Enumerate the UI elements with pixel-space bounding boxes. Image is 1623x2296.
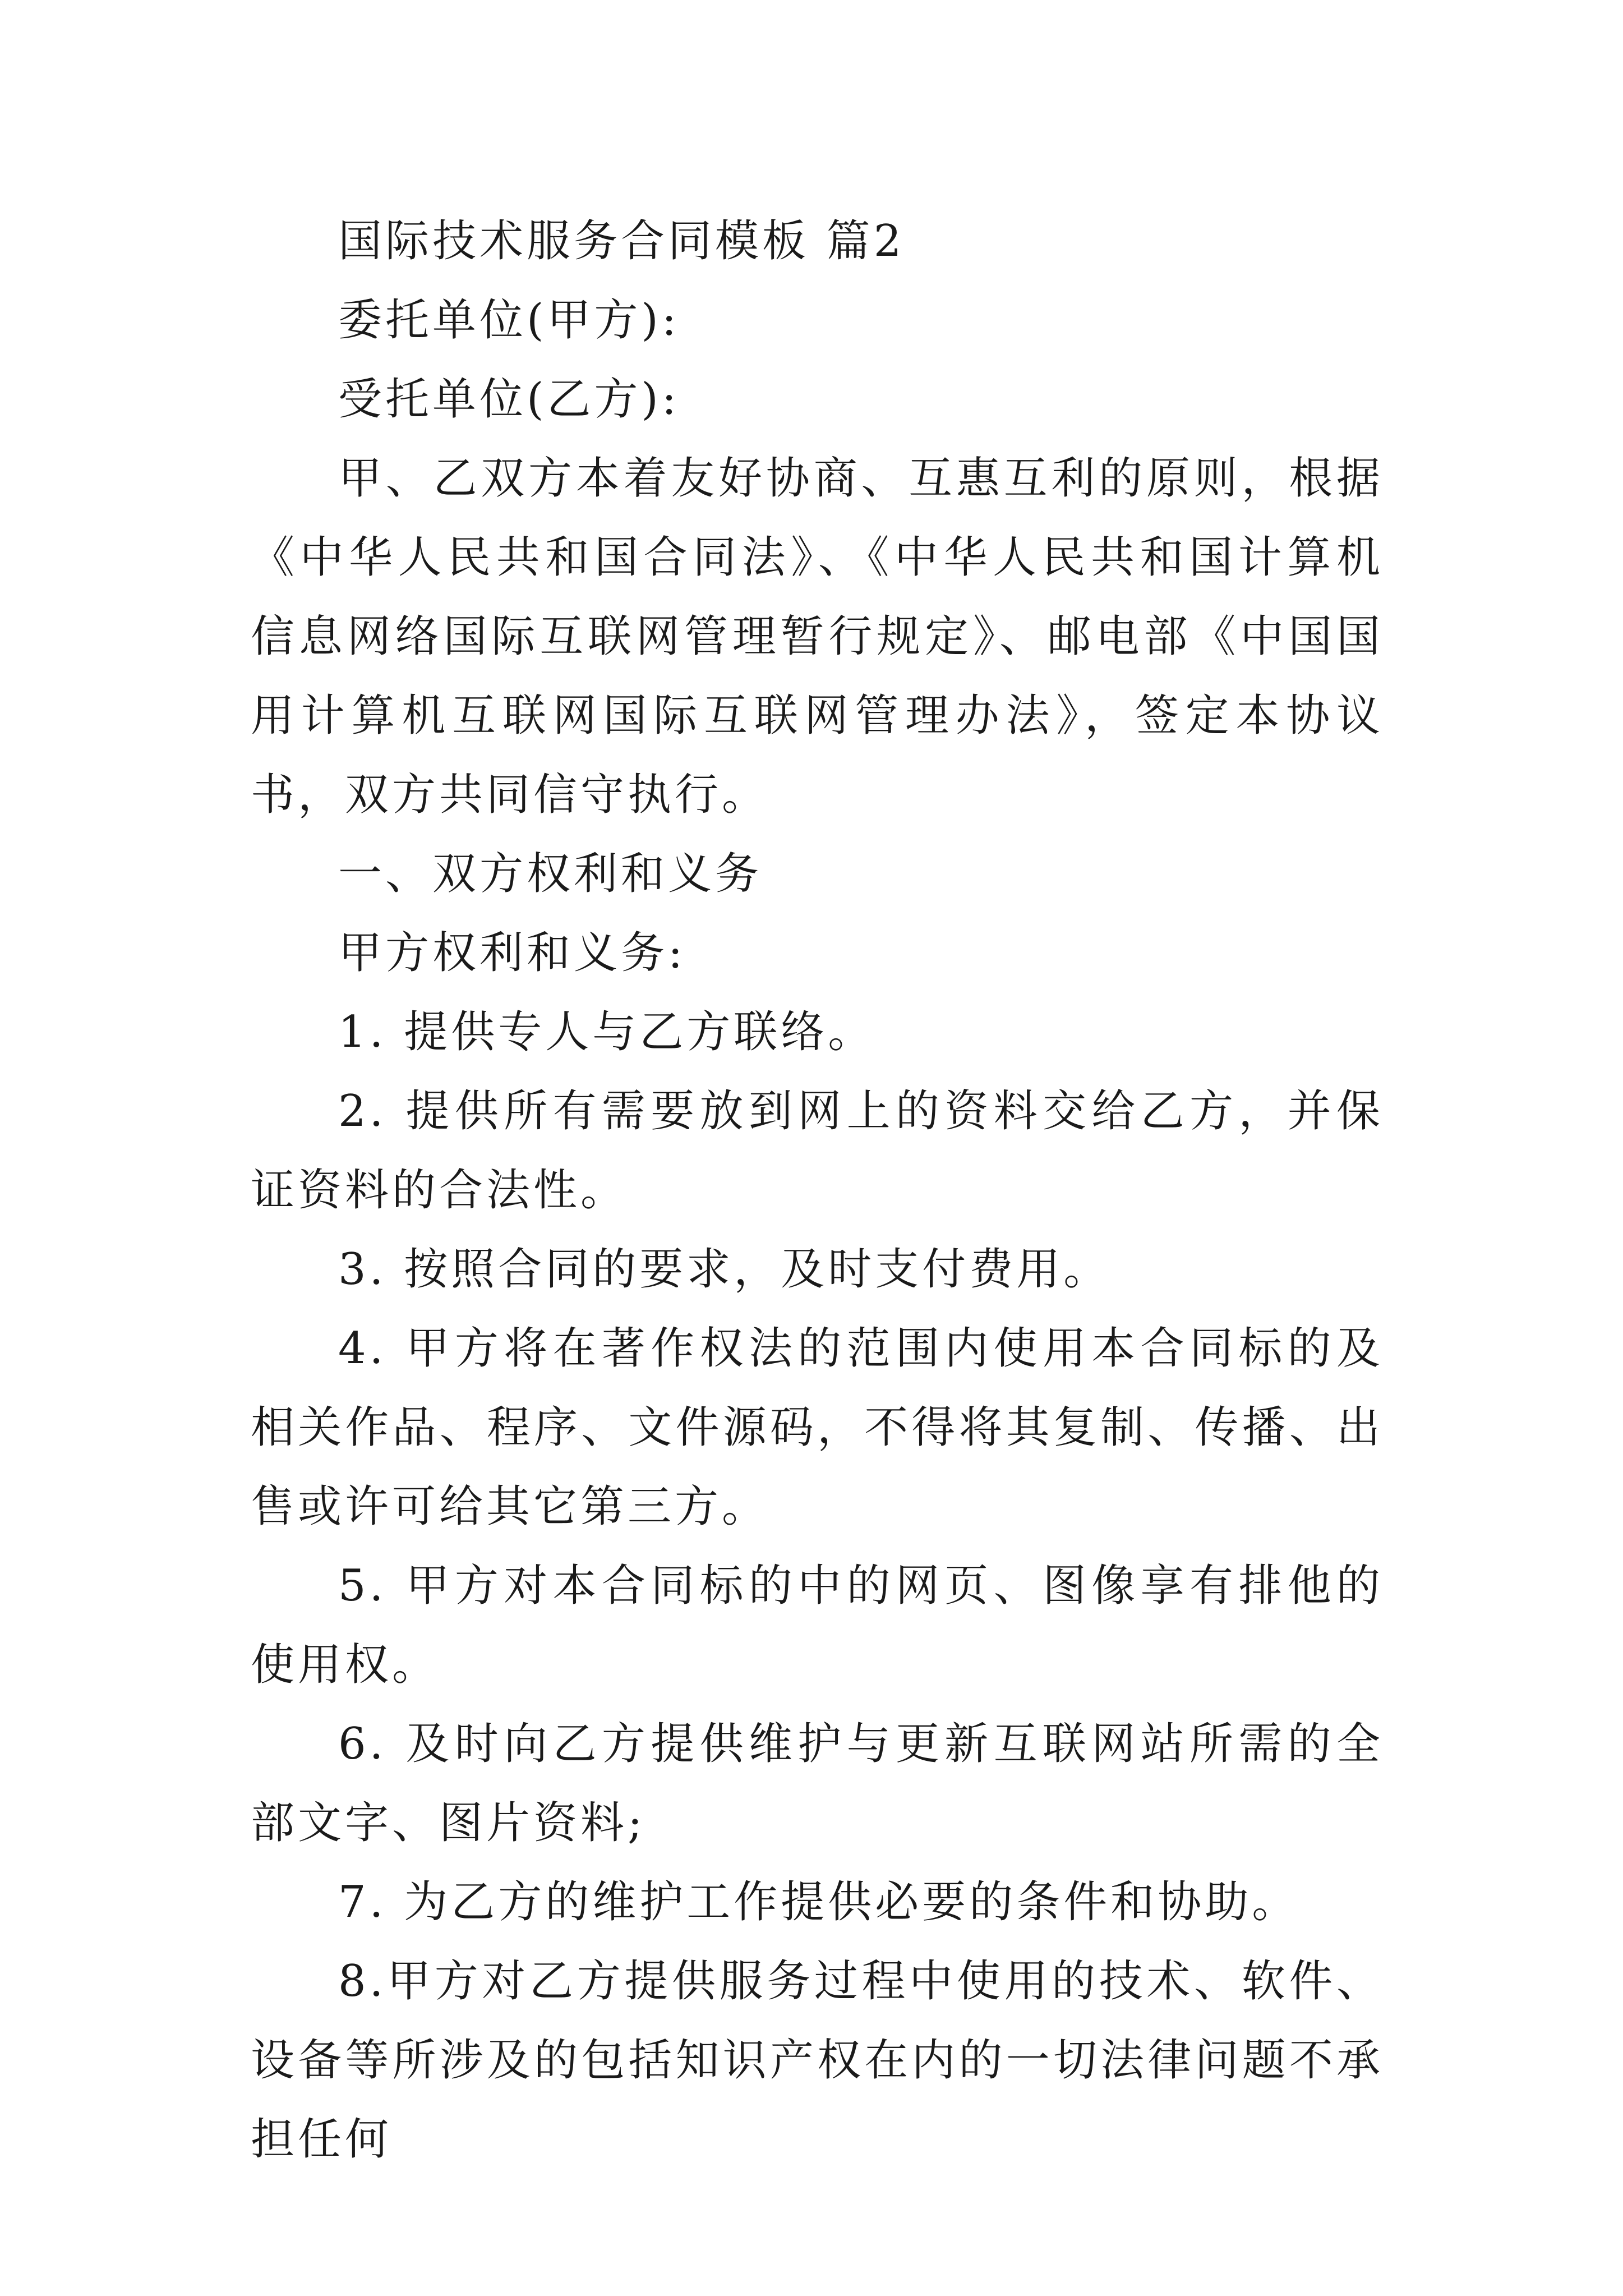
section-heading: 一、双方权利和义务	[338, 849, 763, 899]
document-title: 国际技术服务合同模板 篇2	[338, 216, 905, 266]
clause-5: 5. 甲方对本合同标的中的网页、图像享有排他的使用权。	[251, 1561, 1384, 1690]
document-body	[251, 202, 1384, 2179]
subsection-heading: 甲方权利和义务:	[338, 928, 686, 978]
clause-1: 1. 提供专人与乙方联络。	[338, 1007, 875, 1057]
party-b-line: 受托单位(乙方):	[338, 374, 680, 425]
clause-4: 4. 甲方将在著作权法的范围内使用本合同标的及相关作品、程序、文件源码，不得将其复制、传播、出售或许可给其它第三方。	[251, 1323, 1384, 1532]
preamble-paragraph: 甲、乙双方本着友好协商、互惠互利的原则，根据《中华人民共和国合同法》、《中华人民共和国计算机信息网络国际互联网管理暂行规定》、邮电部《中国国用计算机互联网国际互联网管理办法》，签定本协议书，双方共同信守执行。	[251, 453, 1384, 820]
clause-8: 8.甲方对乙方提供服务过程中使用的技术、软件、设备等所涉及的包括知识产权在内的一切法律问题不承担任何	[251, 1956, 1384, 2165]
clause-7: 7. 为乙方的维护工作提供必要的条件和协助。	[338, 1877, 1299, 1927]
clause-6: 6. 及时向乙方提供维护与更新互联网站所需的全部文字、图片资料;	[251, 1719, 1384, 1848]
clause-3: 3. 按照合同的要求，及时支付费用。	[338, 1244, 1111, 1295]
party-a-line: 委托单位(甲方):	[338, 295, 680, 346]
clause-2: 2. 提供所有需要放到网上的资料交给乙方，并保证资料的合法性。	[251, 1086, 1384, 1216]
